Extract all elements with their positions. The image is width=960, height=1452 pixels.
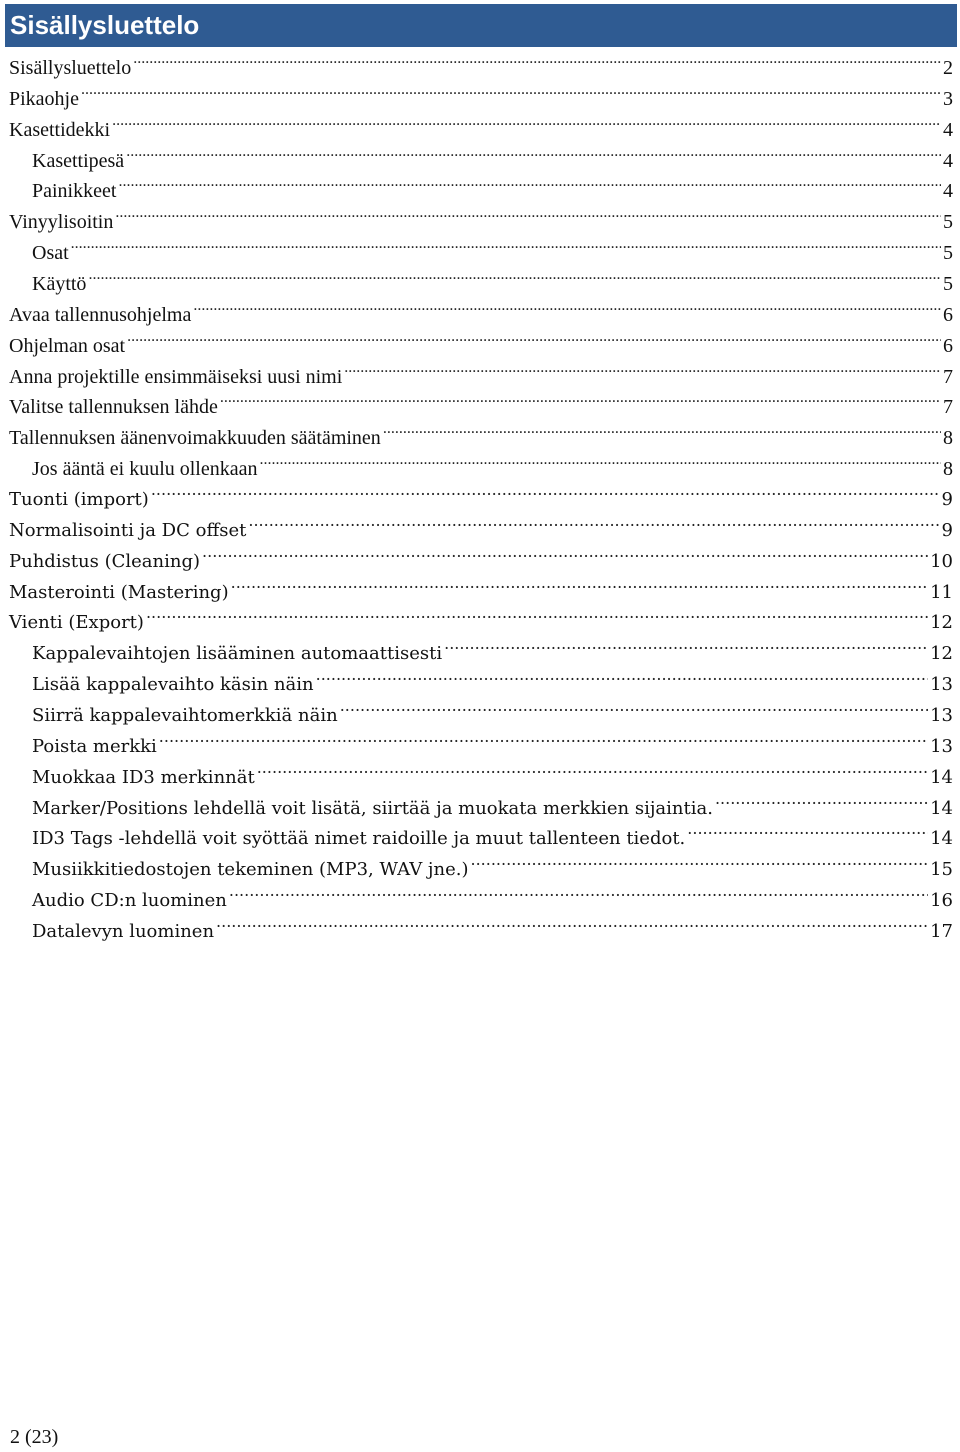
toc-entry-title[interactable]: Datalevyn luominen [32,921,215,943]
toc-dot-leader [159,732,928,752]
toc-entry-page-number: 4 [943,180,953,203]
toc-entry[interactable] [9,670,953,701]
toc-dot-leader [71,239,941,259]
toc-entry-page-number: 15 [930,859,953,881]
toc-entry-title[interactable]: Tallennuksen äänenvoimakkuuden säätäminen [9,427,381,450]
toc-entry[interactable] [9,331,953,362]
toc-entry-title[interactable]: Painikkeet [32,180,117,203]
toc-entry-page-number: 2 [943,57,953,79]
toc-entry-page-number: 5 [943,273,953,296]
toc-entry[interactable] [9,855,953,886]
toc-dot-leader [260,455,942,475]
toc-entry-page-number: 13 [930,735,953,757]
toc-dot-leader [316,670,928,690]
toc-entry-page-number: 8 [943,427,953,450]
toc-dot-leader [118,177,941,197]
toc-entry[interactable] [9,238,953,269]
toc-entry[interactable] [9,763,953,794]
toc-entry[interactable] [9,53,953,84]
toc-entry-page-number: 14 [930,828,953,850]
toc-entry-title[interactable]: Muokkaa ID3 merkinnät [32,766,255,788]
toc-entry[interactable] [9,300,953,331]
toc-entry[interactable] [9,701,953,732]
toc-entry[interactable] [9,578,953,609]
toc-dot-leader [687,824,928,844]
toc-entry-title[interactable]: Sisällysluettelo [9,57,132,79]
toc-entry-title[interactable]: Audio CD:n luominen [32,890,227,912]
toc-entry[interactable] [9,485,953,516]
toc-entry-title[interactable]: Vinyylisoitin [9,211,114,234]
toc-dot-leader [202,547,928,567]
toc-entry-title[interactable]: Kasettipesä [32,149,125,172]
toc-entry-title[interactable]: Puhdistus (Cleaning) [9,550,201,572]
toc-entry-page-number: 3 [943,87,953,110]
toc-entry[interactable] [9,917,953,948]
toc-entry-page-number: 5 [943,242,953,265]
toc-entry-page-number: 9 [941,519,953,541]
toc-entry-title[interactable]: Marker/Positions lehdellä voit lisätä, siirtää ja muokata merkkien sijaintia. [32,797,713,819]
toc-entry[interactable] [9,608,953,639]
table-of-contents [9,53,953,948]
toc-dot-leader [115,208,941,228]
toc-entry-page-number: 8 [943,458,953,481]
toc-dot-leader [383,424,941,444]
toc-entry[interactable] [9,547,953,578]
toc-entry-page-number: 12 [930,612,953,634]
toc-entry-title[interactable]: Tuonti (import) [9,489,149,511]
toc-dot-leader [112,116,941,136]
toc-entry[interactable] [9,732,953,763]
toc-entry[interactable] [9,207,953,238]
toc-entry[interactable] [9,824,953,855]
toc-entry-page-number: 4 [943,118,953,141]
toc-entry-title[interactable]: Ohjelman osat [9,334,126,357]
toc-entry-page-number: 13 [930,674,953,696]
toc-dot-leader [127,332,941,352]
toc-entry-title[interactable]: Poista merkki [32,735,157,757]
toc-entry-title[interactable]: Jos ääntä ei kuulu ollenkaan [32,458,258,481]
toc-entry-title[interactable]: Pikaohje [9,87,79,110]
toc-entry-page-number: 6 [943,334,953,357]
toc-entry-page-number: 9 [941,489,953,511]
toc-entry[interactable] [9,794,953,825]
toc-entry-title[interactable]: Musiikkitiedostojen tekeminen (MP3, WAV jne.) [32,859,469,881]
toc-entry-title[interactable]: Valitse tallennuksen lähde [9,396,218,419]
toc-dot-leader [151,485,940,505]
toc-entry-page-number: 10 [930,550,953,572]
toc-entry-title[interactable]: Kappalevaihtojen lisääminen automaattisesti [32,643,443,665]
toc-dot-leader [471,855,929,875]
toc-entry[interactable] [9,176,953,207]
toc-entry-title[interactable]: Siirrä kappalevaihtomerkkiä näin [32,705,338,727]
toc-entry-title[interactable]: Masterointi (Mastering) [9,581,229,603]
toc-dot-leader [231,578,928,598]
toc-entry[interactable] [9,115,953,146]
toc-entry[interactable] [9,269,953,300]
toc-entry[interactable] [9,516,953,547]
toc-entry-page-number: 13 [930,705,953,727]
toc-entry[interactable] [9,454,953,485]
page-number-footer: 2 (23) [10,1426,59,1448]
toc-entry[interactable] [9,423,953,454]
toc-entry-page-number: 12 [930,643,953,665]
toc-entry-page-number: 14 [930,797,953,819]
toc-dot-leader [444,639,928,659]
toc-dot-leader [193,301,941,321]
toc-dot-leader [344,363,941,383]
toc-entry[interactable] [9,84,953,115]
toc-entry-page-number: 5 [943,211,953,234]
toc-dot-leader [126,147,941,167]
toc-entry-title[interactable]: Anna projektille ensimmäiseksi uusi nimi [9,365,343,388]
toc-entry-title[interactable]: ID3 Tags -lehdellä voit syöttää nimet raidoille ja muut tallenteen tiedot. [32,828,686,850]
toc-entry-title[interactable]: Avaa tallennusohjelma [9,303,192,326]
toc-heading-bar [5,4,957,47]
toc-entry-page-number: 16 [930,890,953,912]
toc-entry[interactable] [9,146,953,177]
toc-dot-leader [340,701,928,721]
toc-entry-title[interactable]: Osat [32,242,69,265]
toc-dot-leader [248,516,939,536]
toc-entry-page-number: 4 [943,149,953,172]
toc-dot-leader [229,886,928,906]
toc-entry[interactable] [9,886,953,917]
toc-dot-leader [88,270,941,290]
toc-entry-page-number: 7 [943,396,953,419]
toc-dot-leader [257,763,928,783]
toc-entry-title[interactable]: Vienti (Export) [9,612,144,634]
toc-entry-page-number: 11 [930,581,953,603]
toc-entry-page-number: 6 [943,303,953,326]
toc-entry[interactable] [9,639,953,670]
toc-entry-page-number: 7 [943,365,953,388]
toc-dot-leader [146,608,928,628]
toc-entry-title[interactable]: Käyttö [32,273,87,296]
toc-dot-leader [715,794,928,814]
toc-heading-title: Sisällysluettelo [10,10,200,40]
toc-dot-leader [133,54,941,74]
toc-entry-title[interactable]: Normalisointi ja DC offset [9,519,247,541]
toc-entry-title[interactable]: Lisää kappalevaihto käsin näin [32,674,314,696]
toc-dot-leader [81,85,941,105]
toc-entry[interactable] [9,362,953,393]
toc-entry-title[interactable]: Kasettidekki [9,118,111,141]
toc-entry-page-number: 14 [930,766,953,788]
toc-dot-leader [220,393,941,413]
toc-entry-page-number: 17 [930,921,953,943]
toc-entry[interactable] [9,392,953,423]
toc-dot-leader [216,917,928,937]
